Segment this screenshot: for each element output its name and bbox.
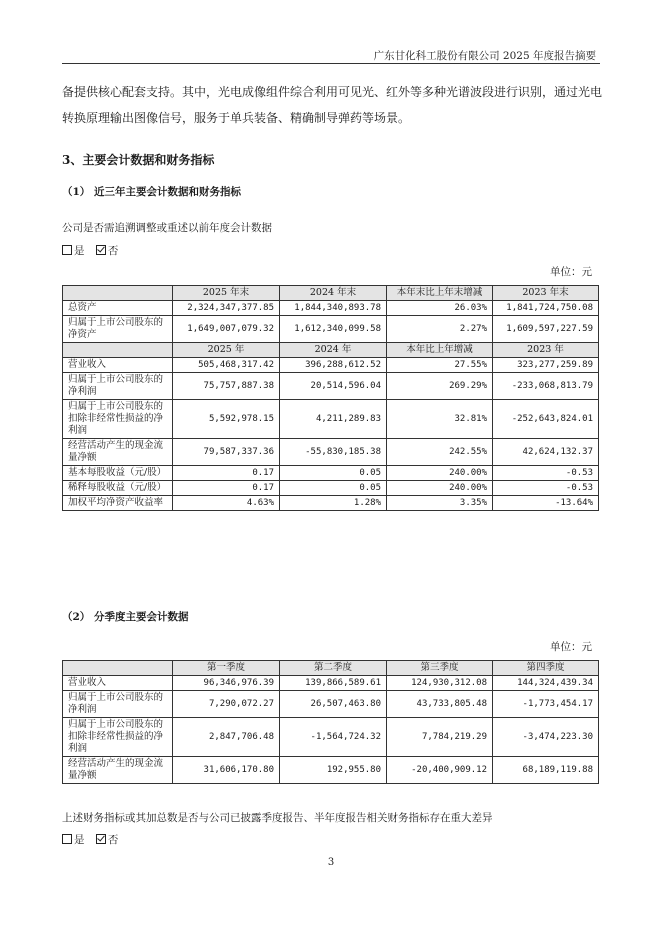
checkbox-no-checked-icon [96, 245, 106, 255]
table-row [63, 496, 599, 511]
table-row [63, 718, 599, 757]
value-cell: 5,592,978.15 [173, 400, 280, 439]
row-label-cell: 营业收入 [63, 676, 173, 691]
value-cell: 1,844,340,893.78 [280, 301, 387, 316]
column-header: 第一季度 [173, 661, 280, 676]
value-cell: 79,587,337.36 [173, 439, 280, 466]
value-cell: 96,346,976.39 [173, 676, 280, 691]
restatement-question: 公司是否需追溯调整或重述以前年度会计数据 [62, 222, 272, 234]
page-number: 3 [327, 857, 335, 868]
checkbox-yes-label: 是 [74, 834, 85, 846]
value-cell: 26.03% [387, 301, 493, 316]
value-cell: 144,324,439.34 [493, 676, 599, 691]
quarterly-financial-table [62, 660, 599, 784]
value-cell: 240.00% [387, 466, 493, 481]
row-label-cell: 归属于上市公司股东的净资产 [63, 316, 173, 343]
table-header-row [63, 286, 599, 301]
value-cell: 242.55% [387, 439, 493, 466]
row-label-cell: 归属于上市公司股东的净利润 [63, 373, 173, 400]
table-header-row [63, 343, 599, 358]
checkbox-no-checked-icon [96, 834, 106, 844]
header-blank-cell [63, 286, 173, 301]
value-cell: 2.27% [387, 316, 493, 343]
section-title: 3、主要会计数据和财务指标 [62, 153, 215, 167]
table-row [63, 301, 599, 316]
value-cell: 1,609,597,227.59 [493, 316, 599, 343]
table-row [63, 373, 599, 400]
value-cell: 1.28% [280, 496, 387, 511]
table-row [63, 757, 599, 784]
value-cell: 1,841,724,750.08 [493, 301, 599, 316]
row-label-cell: 总资产 [63, 301, 173, 316]
value-cell: 4,211,289.83 [280, 400, 387, 439]
value-cell: 2,324,347,377.85 [173, 301, 280, 316]
value-cell: 0.05 [280, 481, 387, 496]
table-row [63, 358, 599, 373]
row-label-cell: 营业收入 [63, 358, 173, 373]
row-label-cell: 经营活动产生的现金流量净额 [63, 757, 173, 784]
restatement-checkbox-group [62, 243, 118, 258]
value-cell: -1,773,454.17 [493, 691, 599, 718]
value-cell: 1,649,007,079.32 [173, 316, 280, 343]
value-cell: -233,068,813.79 [493, 373, 599, 400]
row-label-cell: 归属于上市公司股东的扣除非经常性损益的净利润 [63, 718, 173, 757]
value-cell: -3,474,223.30 [493, 718, 599, 757]
column-header: 2025 年末 [173, 286, 280, 301]
checkbox-yes-label: 是 [74, 245, 85, 257]
value-cell: -252,643,824.01 [493, 400, 599, 439]
table-header-row [63, 661, 599, 676]
unit-label-2: 单位：元 [550, 641, 592, 653]
value-cell: 0.17 [173, 466, 280, 481]
value-cell: 68,189,119.88 [493, 757, 599, 784]
row-label-cell: 经营活动产生的现金流量净额 [63, 439, 173, 466]
header-blank-cell [63, 343, 173, 358]
value-cell: 4.63% [173, 496, 280, 511]
value-cell: 7,784,219.29 [387, 718, 493, 757]
column-header: 2023 年末 [493, 286, 599, 301]
column-header: 本年末比上年末增减 [387, 286, 493, 301]
column-header: 本年比上年增减 [387, 343, 493, 358]
table-row [63, 400, 599, 439]
column-header: 2025 年 [173, 343, 280, 358]
subsection-1-title: （1） 近三年主要会计数据和财务指标 [62, 186, 241, 198]
value-cell: 2,847,706.48 [173, 718, 280, 757]
row-label-cell: 加权平均净资产收益率 [63, 496, 173, 511]
value-cell: 3.35% [387, 496, 493, 511]
value-cell: 0.17 [173, 481, 280, 496]
value-cell: -55,830,185.38 [280, 439, 387, 466]
value-cell: 124,930,312.08 [387, 676, 493, 691]
value-cell: 505,468,317.42 [173, 358, 280, 373]
value-cell: 42,624,132.37 [493, 439, 599, 466]
table-row [63, 439, 599, 466]
value-cell: 20,514,596.04 [280, 373, 387, 400]
value-cell: 27.55% [387, 358, 493, 373]
value-cell: 75,757,887.38 [173, 373, 280, 400]
value-cell: -0.53 [493, 466, 599, 481]
column-header: 第二季度 [280, 661, 387, 676]
three-year-financial-table [62, 285, 599, 511]
row-label-cell: 稀释每股收益（元/股） [63, 481, 173, 496]
column-header: 第三季度 [387, 661, 493, 676]
intro-paragraph-line-1: 备提供核心配套支持。其中，光电成像组件综合利用可见光、红外等多种光谱波段进行识别，通过光电 [62, 85, 603, 99]
checkbox-no-label: 否 [107, 834, 119, 846]
column-header: 2024 年 [280, 343, 387, 358]
table-row [63, 691, 599, 718]
value-cell: -13.64% [493, 496, 599, 511]
value-cell: 192,955.80 [280, 757, 387, 784]
table-row [63, 466, 599, 481]
subsection-2-title: （2） 分季度主要会计数据 [62, 611, 189, 623]
value-cell: 32.81% [387, 400, 493, 439]
unit-label-1: 单位：元 [550, 266, 592, 278]
checkbox-yes-icon [62, 834, 72, 844]
table-row [63, 676, 599, 691]
column-header: 第四季度 [493, 661, 599, 676]
value-cell: 139,866,589.61 [280, 676, 387, 691]
value-cell: -20,400,909.12 [387, 757, 493, 784]
intro-paragraph-line-2: 转换原理输出图像信号，服务于单兵装备、精确制导弹药等场景。 [62, 111, 411, 125]
column-header: 2024 年末 [280, 286, 387, 301]
header-blank-cell [63, 661, 173, 676]
table-row [63, 481, 599, 496]
row-label-cell: 归属于上市公司股东的扣除非经常性损益的净利润 [63, 400, 173, 439]
discrepancy-checkbox-group [62, 832, 118, 847]
value-cell: 31,606,170.80 [173, 757, 280, 784]
value-cell: -1,564,724.32 [280, 718, 387, 757]
discrepancy-question: 上述财务指标或其加总数是否与公司已披露季度报告、半年度报告相关财务指标存在重大差异 [62, 812, 493, 824]
value-cell: 0.05 [280, 466, 387, 481]
value-cell: 26,507,463.80 [280, 691, 387, 718]
value-cell: 323,277,259.89 [493, 358, 599, 373]
value-cell: 1,612,340,099.58 [280, 316, 387, 343]
column-header: 2023 年 [493, 343, 599, 358]
page-header-title: 广东甘化科工股份有限公司 2025 年度报告摘要 [373, 50, 596, 62]
value-cell: 7,290,072.27 [173, 691, 280, 718]
checkbox-yes-icon [62, 245, 72, 255]
value-cell: 269.29% [387, 373, 493, 400]
checkbox-no-label: 否 [107, 245, 119, 257]
value-cell: -0.53 [493, 481, 599, 496]
table-row [63, 316, 599, 343]
row-label-cell: 归属于上市公司股东的净利润 [63, 691, 173, 718]
value-cell: 396,288,612.52 [280, 358, 387, 373]
row-label-cell: 基本每股收益（元/股） [63, 466, 173, 481]
value-cell: 240.00% [387, 481, 493, 496]
header-divider [62, 63, 600, 64]
value-cell: 43,733,805.48 [387, 691, 493, 718]
